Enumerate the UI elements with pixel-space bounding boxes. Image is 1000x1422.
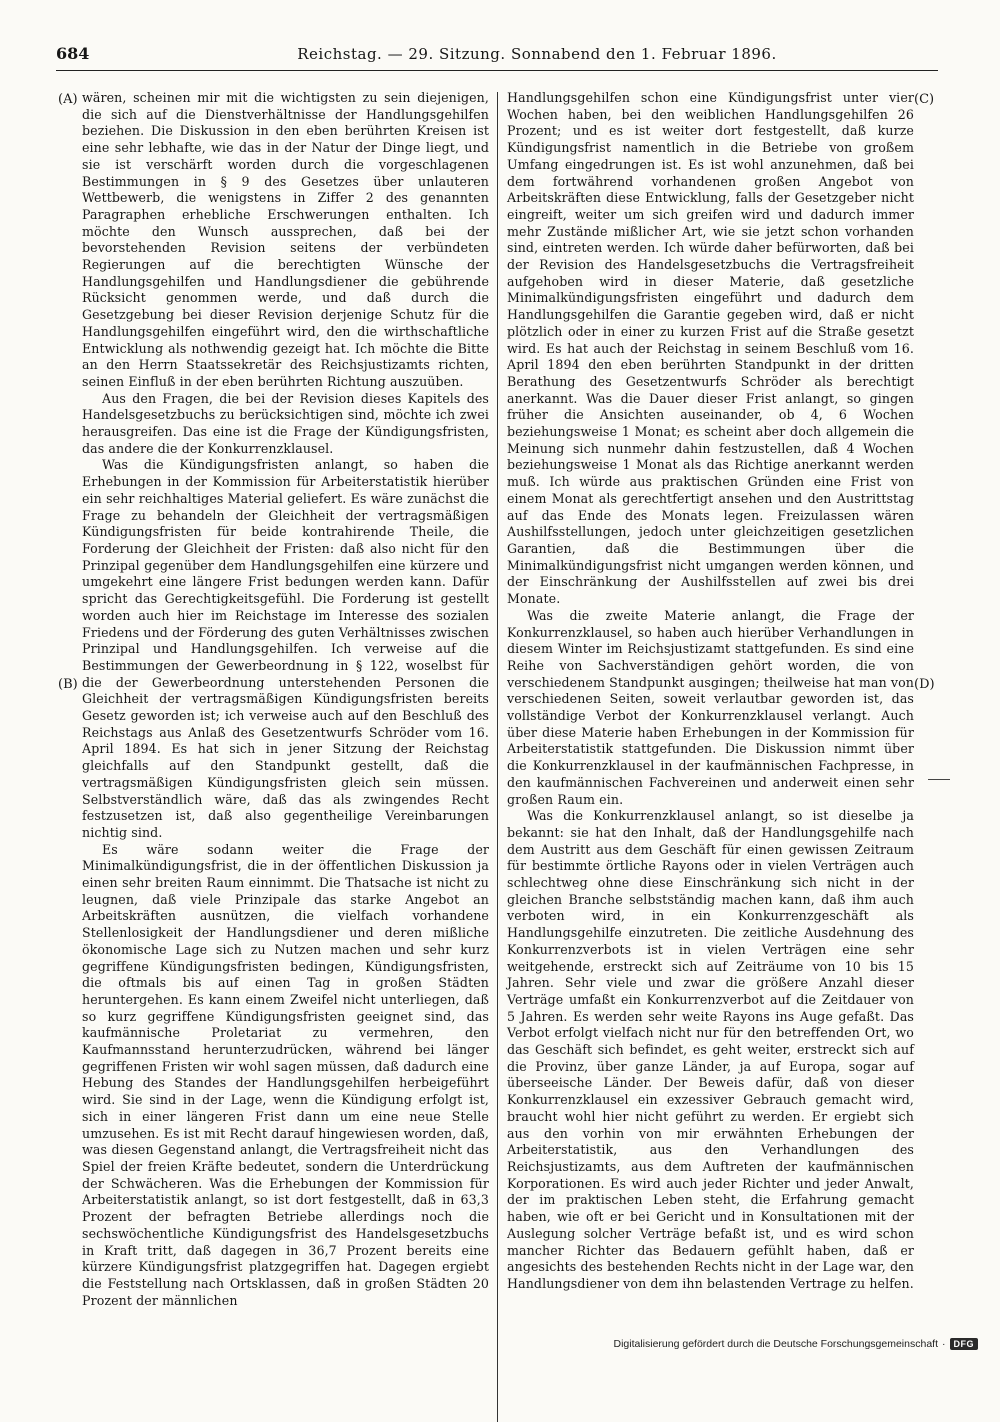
right-column — [507, 90, 914, 1293]
paragraph: Handlungsgehilfen schon eine Kündigungsfrist unter vier Wochen haben, bei den weiblichen Handlungsgehilfen 26 Prozent; und es ist weiter dort festgestellt, daß kurze Kündigungsfrist namentlich in die Betriebe von großem Umfang eingedrungen ist. Es ist wohl anzunehmen, daß bei dem fortwährend vorhandenen großen Angebot von Arbeitskräften diese Entwicklung, falls der Gesetzgeber nicht eingreift, weiter um sich greifen wird und dadurch immer mehr Zustände mißlicher Art, wie sie jetzt schon vorhanden sind, eintreten werden. Ich würde daher befürworten, daß bei der Revision des Handelsgesetzbuchs die Vertragsfreiheit aufgehoben wird in dieser Materie, daß gesetzliche Minimalkündigungsfristen eingeführt und dadurch dem Handlungsgehilfen die Garantie gegeben wird, daß er nicht plötzlich oder in einer zu kurzen Frist auf die Straße gesetzt wird. Es hat auch der Reichstag in seinem Beschluß vom 16. April 1894 den eben berührten Standpunkt in der dritten Berathung des Gesetzentwurfs Schröder als berechtigt anerkannt. Was die Dauer dieser Frist anlangt, so gingen früher die Ansichten auseinander, ob 4, 6 Wochen beziehungsweise 1 Monat; es scheint aber doch allgemein die Meinung sich nunmehr dahin festzustellen, daß 4 Wochen beziehungsweise 1 Monat als das Richtige anerkannt werden muß. Ich würde aus praktischen Gründen eine Frist von einem Monat als gerechtfertigt ansehen und den Austrittstag auf das Ende des Monats legen. Freizulassen wären Aushilfsstellungen, jedoch unter gleichzeitigen gesetzlichen Garantien, daß die Bestimmungen über die Minimalkündigungsfrist nicht umgangen werden können, und der Einschränkung der Aushilfsstellen auf zwei bis drei Monate. — [507, 90, 914, 607]
digitization-credit — [613, 1338, 978, 1350]
footer-text: Digitalisierung gefördert durch die Deutsche Forschungsgemeinschaft — [613, 1338, 938, 1350]
running-head: Reichstag. — 29. Sitzung. Sonnabend den 1. Februar 1896. — [297, 45, 777, 63]
paragraph: wären, scheinen mir mit die wichtigsten zu sein diejenigen, die sich auf die Dienstverhältnisse der Handlungsgehilfen beziehen. Die Diskussion in den eben berührten Kreisen ist eine sehr lebhafte, wie das in der Natur der Dinge liegt, und sie ist verschärft worden durch die vorgeschlagenen Bestimmungen in § 9 des Gesetzes über unlauteren Wettbewerb, die wenigstens in Ziffer 2 des genannten Paragraphen erhebliche Erschwerungen enthalten. Ich möchte den Wunsch aussprechen, daß bei der bevorstehenden Revision seitens der verbündeten Regierungen auf die berechtigten Wünsche der Handlungsgehilfen und Handlungsdiener die gebührende Rücksicht genommen werde, und daß durch die Gesetzgebung bei dieser Revision derjenige Schutz für die Handlungsgehilfen eingeführt wird, den die wirthschaftliche Entwicklung als nothwendig gezeigt hat. Ich möchte die Bitte an den Herrn Staatssekretär des Reichsjustizamts richten, seinen Einfluß in der eben berührten Richtung auszuüben. — [82, 90, 489, 389]
margin-marker-b: (B) — [58, 677, 78, 692]
margin-marker-c: (C) — [914, 92, 935, 107]
paragraph: Was die Kündigungsfristen anlangt, so haben die Erhebungen in der Kommission für Arbeiterstatistik hierüber ein sehr reichhaltiges Material geliefert. Es wäre zunächst die Frage zu behandeln der Gleichheit der vertragsmäßigen Kündigungsfristen für beide kontrahirende Theile, die Forderung der Gleichheit der Fristen: daß also nicht für den Prinzipal gegenüber dem Handlungsgehilfen eine kürzere und umgekehrt eine längere Frist bedungen werden kann. Dafür spricht das Gerechtigkeitsgefühl. Die Forderung ist gestellt worden auch hier im Reichstage im Interesse des sozialen Friedens und der Förderung des guten Verhältnisses zwischen Prinzipal und Handlungsgehilfen. Ich verweise auf die Bestimmungen der Gewerbeordnung in § 122, woselbst für die der Gewerbeordnung unterstehenden Personen die Gleichheit der vertragsmäßigen Kündigungsfristen bereits Gesetz geworden ist; ich verweise auch auf den Beschluß des Reichstags aus Anlaß des Gesetzentwurfs Schröder vom 16. April 1894. Es hat sich in jener Sitzung der Reichstag gleichfalls auf den Standpunkt gestellt, daß die vertragsmäßigen Kündigungsfristen gleich sein müssen. Selbstverständlich wäre, daß das als zwingendes Recht festzusetzen ist, daß also gegentheilige Vereinbarungen nichtig sind. — [82, 457, 489, 840]
page-header — [56, 44, 938, 71]
margin-marker-a: (A) — [58, 92, 78, 107]
paragraph: Was die zweite Materie anlangt, die Frage der Konkurrenzklausel, so haben auch hierüber Verhandlungen in diesem Winter im Reichsjustizamt stattgefunden. Es sind eine Reihe von Sachverständigen gehört worden, die von verschiedenem Standpunkt ausgingen; theilweise hat man von verschiedenen Seiten, soweit verlautbar geworden ist, das vollständige Verbot der Konkurrenzklausel verlangt. Auch über diese Materie haben Erhebungen in der Kommission für Arbeiterstatistik stattgefunden. Die Diskussion nimmt über die Konkurrenzklausel in der kaufmännischen Fachpresse, in den kaufmännischen Fachvereinen und anderweit einen sehr großen Raum ein. — [507, 607, 914, 807]
margin-marker-d: (D) — [914, 677, 935, 692]
page-number: 684 — [56, 44, 90, 63]
separator: · — [942, 1338, 946, 1350]
paragraph: Es wäre sodann weiter die Frage der Minimalkündigungsfrist, die in der öffentlichen Diskussion ja einen sehr breiten Raum einnimmt. Die Thatsache ist nicht zu leugnen, daß viele Prinzipale das starke Angebot an Arbeitskräften ausnützen, die vielfach vorhandene Stellenlosigkeit der Handlungsdiener und deren mißliche ökonomische Lage sich zu Nutzen machen und sehr kurz gegriffene Kündigungsfristen bedingen, Kündigungsfristen, die oftmals bis auf einen Tag in großen Städten heruntergehen. Es kann einem Zweifel nicht unterliegen, daß so kurz gegriffene Kündigungsfristen geeignet sind, das kaufmännische Proletariat zu vermehren, den Kaufmannsstand herunterzudrücken, während bei länger gegriffenen Fristen wir wohl sagen müssen, daß dadurch eine Hebung des Standes der Handlungsgehilfen herbeigeführt wird. Sie sind in der Lage, wenn die Kündigung erfolgt ist, sich in einer längeren Frist dann um eine neue Stelle umzusehen. Es ist mit Recht darauf hingewiesen worden, daß, was diesen Gegenstand anlangt, die Vertragsfreiheit nicht das Spiel der freien Kräfte bedeutet, sondern die Unterdrückung der Schwächeren. Was die Erhebungen der Kommission für Arbeiterstatistik anlangt, so ist dort festgestellt, daß in 63,3 Prozent der befragten Betriebe allerdings noch die sechswöchentliche Kündigungsfrist des Handelsgesetzbuchs in Kraft tritt, daß dagegen in 36,7 Prozent bereits eine kürzere Kündigungsfrist platzgegriffen hat. Dagegen ergiebt die Feststellung nach Ortsklassen, daß in großen Städten 20 Prozent der männlichen — [82, 841, 489, 1308]
paragraph: Aus den Fragen, die bei der Revision dieses Kapitels des Handelsgesetzbuchs zu berücksichtigen sind, möchte ich zwei herausgreifen. Das eine ist die Frage der Kündigungsfristen, das andere die der Konkurrenzklausel. — [82, 390, 489, 456]
column-divider — [497, 92, 498, 1422]
margin-dash — [928, 779, 950, 780]
paragraph: Was die Konkurrenzklausel anlangt, so ist dieselbe ja bekannt: sie hat den Inhalt, daß der Handlungsgehilfe nach dem Austritt aus dem Geschäft für einen gewissen Zeitraum für bestimmte örtliche Rayons oder in vielen Verträgen auch schlechtweg ohne diese Einschränkung sich nicht in der gleichen Branche selbstständig machen kann, daß ihm auch verboten wird, in ein Konkurrenzgeschäft als Handlungsgehilfe einzutreten. Die zeitliche Ausdehnung des Konkurrenzverbots ist in vielen Verträgen eine sehr weitgehende, erstreckt sich auf Zeiträume von 10 bis 15 Jahren. Sehr viele und zwar die größere Anzahl dieser Verträge umfaßt ein Konkurrenzverbot auf die Zeitdauer von 5 Jahren. Es werden sehr weite Rayons ins Auge gefaßt. Das Verbot erfolgt vielfach nicht nur für den betreffenden Ort, wo das Geschäft sich befindet, es geht weiter, erstreckt sich auf die Provinz, über ganze Länder, ja auf Europa, sogar auf überseeische Länder. Der Beweis dafür, daß von dieser Konkurrenzklausel ein exzessiver Gebrauch gemacht wird, braucht wohl hier nicht geführt zu werden. Er ergiebt sich aus den vorhin von mir erwähnten Erhebungen der Arbeiterstatistik, aus den Verhandlungen des Reichsjustizamts, aus dem Auftreten der kaufmännischen Korporationen. Es wird auch jeder Richter und jeder Anwalt, der im praktischen Leben steht, die Erfahrung gemacht haben, wie oft er bei Gericht und in Konsultationen mit der Auslegung solcher Verträge befaßt ist, und es wird schon mancher Richter das Bedauern gefühlt haben, daß er angesichts des bestehenden Rechts nicht in der Lage war, den Handlungsdiener von dem ihn belastenden Vertrage zu helfen. — [507, 808, 914, 1291]
dfg-logo: DFG — [950, 1338, 979, 1350]
left-column — [82, 90, 489, 1309]
